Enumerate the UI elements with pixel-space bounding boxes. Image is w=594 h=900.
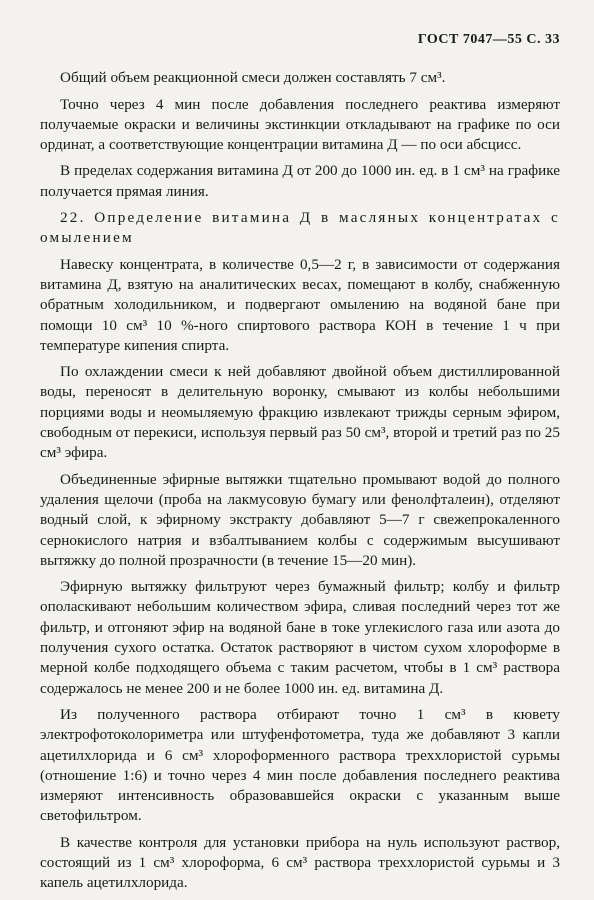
paragraph-filtration: Эфирную вытяжку фильтруют через бумажный фильтр; колбу и фильтр ополаскивают небольшим количеством эфира, сливая последний через тот же фильтр, и отгоняют эфир на водяной бане в токе углекислого газа или азота до получения сухого остатка. Остаток растворяют в чистом сухом хлороформе в мерной колбе подходящего объема с таким расчетом, чтобы в 1 см³ раствора содержалось не менее 200 и не более 1000 ин. ед. витамина Д. xyxy=(40,578,560,697)
document-page xyxy=(40,30,560,900)
paragraph-washing: Объединенные эфирные вытяжки тщательно промывают водой до полного удаления щелочи (проба на лакмусовую бумагу или фенолфталеин), отделяют водный слой, к эфирному экстракту добавляют 5—7 г свежепрокаленного сернокислого натрия и взбалтыванием колбы с содержимым высушивают вытяжку до полной прозрачности (в течение 15—20 мин). xyxy=(40,470,560,569)
paragraph-saponification: Навеску концентрата, в количестве 0,5—2 г, в зависимости от содержания витамина Д, взятую на аналитических весах, помещают в колбу, снабженную обратным холодильником, и подвергают омылению на водяной бане при помощи 10 см³ 10 %-ного спиртового раствора КОН в течение 1 ч при температуре кипения спирта. xyxy=(40,255,560,354)
paragraph-linear-range: В пределах содержания витамина Д от 200 до 1000 ин. ед. в 1 см³ на графике получается прямая линия. xyxy=(40,162,560,200)
page-header: ГОСТ 7047—55 С. 33 xyxy=(417,32,560,47)
paragraph-colorimetry: Из полученного раствора отбирают точно 1 см³ в кювету электрофотоколориметра или штуфенфотометра, туда же добавляют 3 капли ацетилхлорида и 6 см³ хлороформенного раствора треххлористой сурьмы (отношение 1:6) и точно через 4 мин после добавления последнего реактива измеряют интенсивность образовавшейся окраски с указанным выше светофильтром. xyxy=(40,705,560,825)
paragraph-total-volume: Общий объем реакционной смеси должен составлять 7 см³. xyxy=(60,69,446,87)
paragraph-control: В качестве контроля для установки прибора на нуль используют раствор, состоящий из 1 см³ хлороформа, 6 см³ раствора треххлористой сурьмы и 3 капель ацетилхлорида. xyxy=(40,833,560,892)
section-heading-22: 22. Определение витамина Д в масляных концентратах с омылением xyxy=(40,209,560,247)
paragraph-measurement: Точно через 4 мин после добавления последнего реактива измеряют получаемые окраски и величины экстинкции откладывают на графике по оси ординат, а соответствующие концентрации витамина Д — по оси абсцисс. xyxy=(40,95,560,154)
paragraph-extraction: По охлаждении смеси к ней добавляют двойной объем дистиллированной воды, переносят в делительную воронку, смывают из колбы небольшими порциями воды и неомыляемую фракцию извлекают трижды серным эфиром, свободным от перекиси, используя первый раз 50 см³, второй и третий раз по 25 см³ эфира. xyxy=(40,363,560,462)
